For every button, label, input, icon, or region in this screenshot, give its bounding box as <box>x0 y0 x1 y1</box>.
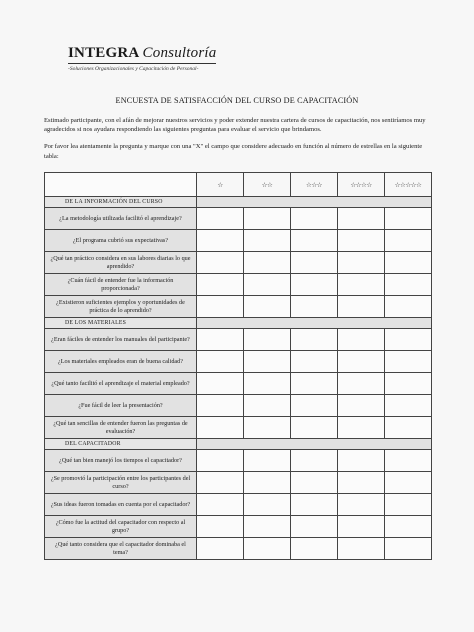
rating-checkbox-1-stars[interactable] <box>197 472 244 494</box>
rating-checkbox-2-stars[interactable] <box>244 450 291 472</box>
rating-checkbox-2-stars[interactable] <box>244 494 291 516</box>
question-text: ¿Qué tan práctico considera en sus labores diarias lo que aprendido? <box>45 252 197 274</box>
section-row <box>45 318 432 329</box>
rating-checkbox-4-stars[interactable] <box>338 329 385 351</box>
section-title: DE LA INFORMACIÓN DEL CURSO <box>45 197 197 208</box>
rating-checkbox-5-stars[interactable] <box>385 274 432 296</box>
question-text: ¿Cómo fue la actitud del capacitador con respecto al grupo? <box>45 516 197 538</box>
rating-checkbox-2-stars[interactable] <box>244 373 291 395</box>
section-fill <box>197 318 432 329</box>
rating-checkbox-3-stars[interactable] <box>291 395 338 417</box>
rating-checkbox-3-stars[interactable] <box>291 417 338 439</box>
rating-checkbox-1-stars[interactable] <box>197 494 244 516</box>
question-row <box>45 230 432 252</box>
rating-checkbox-2-stars[interactable] <box>244 351 291 373</box>
question-row <box>45 395 432 417</box>
question-text: ¿Qué tanto facilitó el aprendizaje el material empleado? <box>45 373 197 395</box>
company-logo <box>68 44 216 72</box>
star-rating-header-5: ☆☆☆☆☆ <box>385 173 432 197</box>
rating-checkbox-1-stars[interactable] <box>197 351 244 373</box>
question-text: ¿Existieron suficientes ejemplos y oportunidades de práctica de lo aprendido? <box>45 296 197 318</box>
question-text: ¿Se promovió la participación entre los participantes del curso? <box>45 472 197 494</box>
question-text: ¿Eran fáciles de entender los manuales del participante? <box>45 329 197 351</box>
rating-checkbox-2-stars[interactable] <box>244 472 291 494</box>
question-text: ¿Sus ideas fueron tomadas en cuenta por el capacitador? <box>45 494 197 516</box>
rating-checkbox-1-stars[interactable] <box>197 373 244 395</box>
rating-checkbox-5-stars[interactable] <box>385 417 432 439</box>
question-text: ¿Qué tan bien manejó los tiempos el capacitador? <box>45 450 197 472</box>
question-text: ¿La metodología utilizada facilitó el aprendizaje? <box>45 208 197 230</box>
rating-checkbox-3-stars[interactable] <box>291 538 338 560</box>
rating-checkbox-5-stars[interactable] <box>385 538 432 560</box>
rating-checkbox-4-stars[interactable] <box>338 274 385 296</box>
rating-checkbox-2-stars[interactable] <box>244 395 291 417</box>
section-row <box>45 197 432 208</box>
question-row <box>45 296 432 318</box>
rating-checkbox-4-stars[interactable] <box>338 351 385 373</box>
rating-checkbox-2-stars[interactable] <box>244 274 291 296</box>
rating-checkbox-3-stars[interactable] <box>291 516 338 538</box>
rating-checkbox-5-stars[interactable] <box>385 329 432 351</box>
rating-checkbox-4-stars[interactable] <box>338 296 385 318</box>
rating-checkbox-3-stars[interactable] <box>291 252 338 274</box>
rating-checkbox-5-stars[interactable] <box>385 252 432 274</box>
rating-checkbox-4-stars[interactable] <box>338 472 385 494</box>
rating-checkbox-3-stars[interactable] <box>291 230 338 252</box>
rating-checkbox-3-stars[interactable] <box>291 329 338 351</box>
rating-checkbox-1-stars[interactable] <box>197 208 244 230</box>
rating-checkbox-4-stars[interactable] <box>338 395 385 417</box>
rating-checkbox-1-stars[interactable] <box>197 417 244 439</box>
question-row <box>45 472 432 494</box>
star-rating-header-4: ☆☆☆☆ <box>338 173 385 197</box>
question-text: ¿El programa cubrió sus expectativas? <box>45 230 197 252</box>
question-row <box>45 538 432 560</box>
rating-checkbox-5-stars[interactable] <box>385 351 432 373</box>
star-rating-header-2: ☆☆ <box>244 173 291 197</box>
question-row <box>45 252 432 274</box>
rating-checkbox-2-stars[interactable] <box>244 538 291 560</box>
rating-checkbox-1-stars[interactable] <box>197 516 244 538</box>
header-corner-cell <box>45 173 197 197</box>
logo-tagline: -Soluciones Organizacionales y Capacitación de Personal- <box>68 66 199 72</box>
rating-checkbox-3-stars[interactable] <box>291 296 338 318</box>
rating-checkbox-4-stars[interactable] <box>338 494 385 516</box>
rating-checkbox-5-stars[interactable] <box>385 296 432 318</box>
rating-checkbox-5-stars[interactable] <box>385 472 432 494</box>
rating-checkbox-4-stars[interactable] <box>338 230 385 252</box>
question-text: ¿Cuán fácil de entender fue la información proporcionada? <box>45 274 197 296</box>
section-fill <box>197 439 432 450</box>
rating-checkbox-1-stars[interactable] <box>197 296 244 318</box>
question-row <box>45 494 432 516</box>
rating-checkbox-1-stars[interactable] <box>197 450 244 472</box>
rating-checkbox-5-stars[interactable] <box>385 230 432 252</box>
rating-checkbox-3-stars[interactable] <box>291 494 338 516</box>
question-text: ¿Qué tanto considera que el capacitador dominaba el tema? <box>45 538 197 560</box>
rating-checkbox-5-stars[interactable] <box>385 494 432 516</box>
question-row <box>45 329 432 351</box>
star-rating-header-1: ☆ <box>197 173 244 197</box>
question-row <box>45 274 432 296</box>
section-title: DE LOS MATERIALES <box>45 318 197 329</box>
logo-wordmark <box>68 45 216 64</box>
star-header-row <box>45 173 432 197</box>
rating-checkbox-3-stars[interactable] <box>291 373 338 395</box>
question-row <box>45 450 432 472</box>
rating-checkbox-2-stars[interactable] <box>244 296 291 318</box>
question-row <box>45 417 432 439</box>
section-fill <box>197 197 432 208</box>
question-text: ¿Los materiales empleados eran de buena calidad? <box>45 351 197 373</box>
rating-checkbox-1-stars[interactable] <box>197 329 244 351</box>
rating-checkbox-5-stars[interactable] <box>385 373 432 395</box>
rating-checkbox-1-stars[interactable] <box>197 252 244 274</box>
intro-text <box>44 116 436 169</box>
rating-checkbox-2-stars[interactable] <box>244 417 291 439</box>
document-title: ENCUESTA DE SATISFACCIÓN DEL CURSO DE CAPACITACIÓN <box>115 96 359 105</box>
rating-checkbox-4-stars[interactable] <box>338 450 385 472</box>
rating-checkbox-2-stars[interactable] <box>244 252 291 274</box>
rating-checkbox-3-stars[interactable] <box>291 208 338 230</box>
question-row <box>45 208 432 230</box>
rating-checkbox-1-stars[interactable] <box>197 538 244 560</box>
rating-checkbox-4-stars[interactable] <box>338 252 385 274</box>
rating-checkbox-1-stars[interactable] <box>197 274 244 296</box>
rating-checkbox-2-stars[interactable] <box>244 208 291 230</box>
rating-checkbox-3-stars[interactable] <box>291 351 338 373</box>
rating-checkbox-1-stars[interactable] <box>197 230 244 252</box>
rating-checkbox-3-stars[interactable] <box>291 472 338 494</box>
rating-checkbox-2-stars[interactable] <box>244 329 291 351</box>
rating-checkbox-5-stars[interactable] <box>385 395 432 417</box>
rating-checkbox-3-stars[interactable] <box>291 274 338 296</box>
intro-paragraph-2: Por favor lea atentamente la pregunta y marque con una "X" el campo que considere adecuado en función al número de estrellas en la siguiente tabla: <box>44 143 423 160</box>
rating-checkbox-4-stars[interactable] <box>338 417 385 439</box>
rating-checkbox-4-stars[interactable] <box>338 516 385 538</box>
question-row <box>45 351 432 373</box>
rating-checkbox-2-stars[interactable] <box>244 230 291 252</box>
question-text: ¿Fue fácil de leer la presentación? <box>45 395 197 417</box>
logo-brand-italic: Consultoría <box>142 45 217 61</box>
rating-checkbox-5-stars[interactable] <box>385 450 432 472</box>
survey-table <box>44 172 432 560</box>
rating-checkbox-5-stars[interactable] <box>385 516 432 538</box>
logo-brand: INTEGRA <box>68 45 139 61</box>
rating-checkbox-4-stars[interactable] <box>338 373 385 395</box>
question-row <box>45 373 432 395</box>
rating-checkbox-4-stars[interactable] <box>338 538 385 560</box>
rating-checkbox-3-stars[interactable] <box>291 450 338 472</box>
section-row <box>45 439 432 450</box>
star-rating-header-3: ☆☆☆ <box>291 173 338 197</box>
intro-paragraph-1: Estimado participante, con el afán de mejorar nuestros servicios y poder extender nuestra cartera de cursos de capacitación, nos sentiríamos muy agradecidos si nos ayudara respondiendo las siguientes preguntas para evaluar el servicio que brindamos. <box>44 117 426 134</box>
rating-checkbox-1-stars[interactable] <box>197 395 244 417</box>
question-text: ¿Qué tan sencillas de entender fueron las preguntas de evaluación? <box>45 417 197 439</box>
rating-checkbox-4-stars[interactable] <box>338 208 385 230</box>
rating-checkbox-5-stars[interactable] <box>385 208 432 230</box>
rating-checkbox-2-stars[interactable] <box>244 516 291 538</box>
question-row <box>45 516 432 538</box>
section-title: DEL CAPACITADOR <box>45 439 197 450</box>
